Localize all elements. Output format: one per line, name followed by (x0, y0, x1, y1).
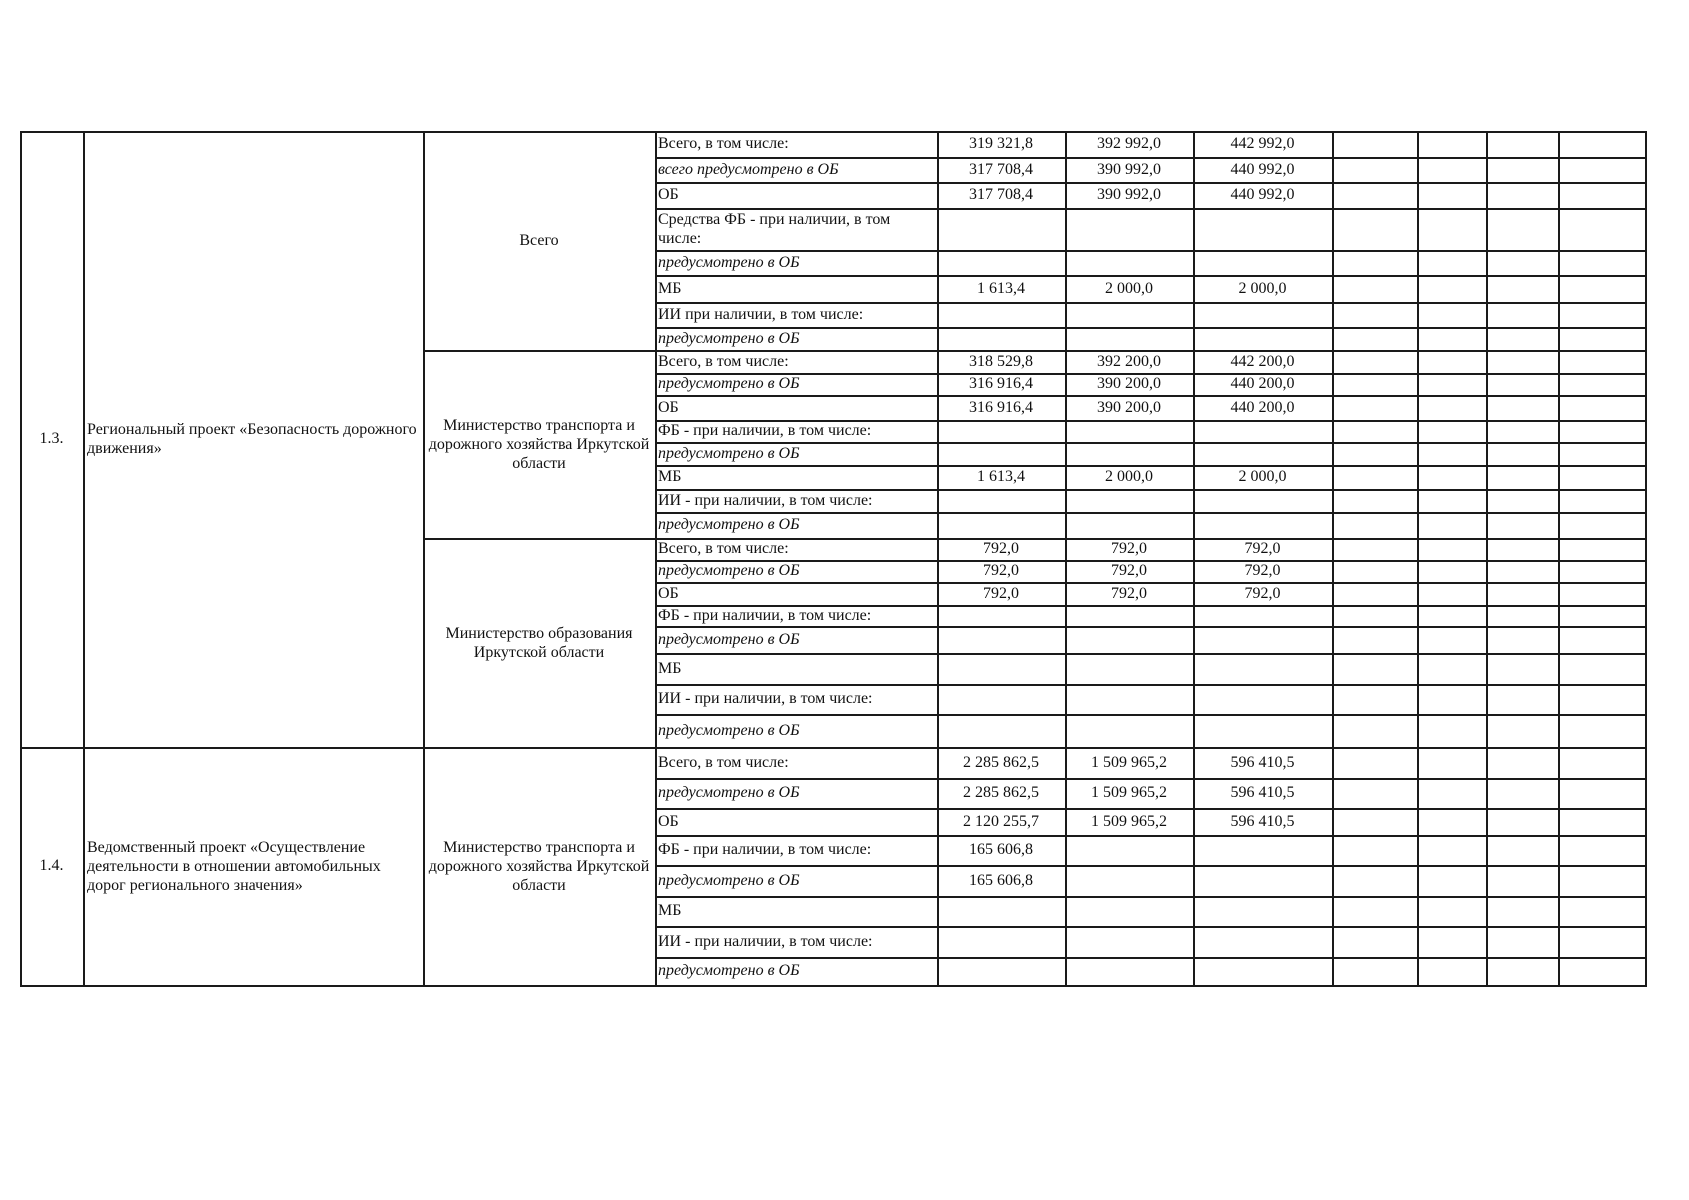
value-cell: 596 410,5 (1230, 784, 1295, 801)
row-divider (655, 626, 1647, 628)
table-vline (83, 131, 85, 987)
table-vline (1193, 131, 1195, 987)
value-cell: 316 916,4 (969, 375, 1033, 392)
executor-cell: Всего (519, 232, 559, 249)
table-vline (1486, 131, 1488, 987)
value-cell: 165 606,8 (969, 871, 1033, 889)
row-label: предусмотрено в ОБ (658, 721, 800, 739)
row-divider (655, 714, 1647, 716)
value-cell: 792,0 (1111, 584, 1147, 602)
row-divider (655, 896, 1647, 898)
value-cell: 440 200,0 (1230, 398, 1295, 416)
row-label: предусмотрено в ОБ (658, 871, 800, 889)
value-cell: 792,0 (1244, 562, 1281, 579)
table-vline (655, 131, 657, 987)
value-cell: 2 285 862,5 (963, 753, 1039, 771)
value-cell: 390 992,0 (1097, 186, 1161, 203)
value-cell: 792,0 (1111, 540, 1147, 557)
value-cell: 440 992,0 (1230, 160, 1295, 178)
value-cell: 442 200,0 (1230, 352, 1295, 370)
row-label: Всего, в том числе: (658, 352, 789, 370)
row-divider (655, 653, 1647, 655)
row-label: МБ (658, 468, 682, 485)
table-bottom-border (20, 985, 1647, 987)
section-number: 1.3. (39, 430, 64, 447)
row-label: ИИ - при наличии, в том числе: (658, 690, 873, 707)
value-cell: 2 000,0 (1105, 279, 1153, 297)
value-cell: 316 916,4 (969, 398, 1033, 416)
value-cell: 1 509 965,2 (1091, 812, 1167, 830)
value-cell: 390 992,0 (1097, 160, 1161, 178)
value-cell: 392 992,0 (1097, 135, 1161, 152)
row-label: Всего, в том числе: (658, 753, 789, 771)
row-divider (655, 865, 1647, 867)
value-cell: 442 992,0 (1230, 135, 1295, 152)
row-label: ФБ - при наличии, в том числе: (658, 606, 872, 624)
table-vline (1417, 131, 1419, 987)
value-cell: 2 285 862,5 (963, 784, 1039, 801)
row-label: Средства ФБ - при наличии, в том числе: (658, 211, 891, 247)
row-label: МБ (658, 279, 682, 297)
row-label: ОБ (658, 584, 679, 602)
row-label: предусмотрено в ОБ (658, 253, 800, 271)
value-cell: 2 000,0 (1238, 468, 1287, 485)
row-label: МБ (658, 902, 682, 919)
row-divider (655, 684, 1647, 686)
value-cell: 319 321,8 (969, 135, 1033, 152)
value-cell: 792,0 (983, 540, 1019, 557)
row-label: предусмотрено в ОБ (658, 562, 800, 579)
table-vline (1558, 131, 1560, 987)
row-divider (655, 957, 1647, 959)
value-cell: 792,0 (1111, 562, 1147, 579)
row-label: ОБ (658, 812, 679, 830)
value-cell: 1 613,4 (977, 468, 1025, 485)
value-cell: 390 200,0 (1097, 375, 1161, 392)
row-label: предусмотрено в ОБ (658, 375, 800, 392)
row-divider (655, 835, 1647, 837)
executor-cell: Министерство образования Иркутской области (445, 624, 633, 661)
section-number: 1.4. (39, 857, 64, 874)
value-cell: 792,0 (983, 584, 1019, 602)
value-cell: 165 606,8 (969, 841, 1033, 858)
row-label: Всего, в том числе: (658, 540, 789, 557)
row-divider (655, 512, 1647, 514)
value-cell: 318 529,8 (969, 352, 1033, 370)
value-cell: 440 200,0 (1230, 375, 1295, 392)
row-label: всего предусмотрено в ОБ (658, 160, 839, 178)
row-divider (655, 778, 1647, 780)
table-vline (423, 131, 425, 987)
value-cell: 1 613,4 (977, 279, 1025, 297)
value-cell: 792,0 (983, 562, 1019, 579)
value-cell: 792,0 (1244, 540, 1281, 557)
row-label: предусмотрено в ОБ (658, 516, 800, 533)
value-cell: 392 200,0 (1097, 352, 1161, 370)
value-cell: 2 000,0 (1105, 468, 1153, 485)
section-title: Региональный проект «Безопасность дорожного движения» (87, 421, 417, 457)
row-divider (655, 808, 1647, 810)
value-cell: 1 509 965,2 (1091, 753, 1167, 771)
row-label: ОБ (658, 186, 679, 203)
row-label: ФБ - при наличии, в том числе: (658, 422, 872, 439)
row-label: предусмотрено в ОБ (658, 329, 800, 347)
value-cell: 440 992,0 (1230, 186, 1295, 203)
table-top-border (20, 131, 1647, 133)
row-label: ОБ (658, 398, 679, 416)
row-divider (655, 275, 1647, 277)
executor-cell: Министерство транспорта и дорожного хозяйства Иркутской области (428, 838, 650, 894)
value-cell: 2 000,0 (1238, 279, 1287, 297)
value-cell: 1 509 965,2 (1091, 784, 1167, 801)
table-vline (1065, 131, 1067, 987)
row-label: предусмотрено в ОБ (658, 962, 800, 979)
row-label: ИИ - при наличии, в том числе: (658, 491, 873, 509)
row-label: Всего, в том числе: (658, 135, 789, 152)
row-label: ИИ - при наличии, в том числе: (658, 932, 873, 950)
executor-cell: Министерство транспорта и дорожного хозяйства Иркутской области (428, 416, 650, 472)
section-divider (20, 747, 1647, 749)
value-cell: 317 708,4 (969, 186, 1033, 203)
row-label: предусмотрено в ОБ (658, 444, 800, 462)
row-label: МБ (658, 659, 682, 677)
value-cell: 596 410,5 (1230, 812, 1295, 830)
row-label: ИИ при наличии, в том числе: (658, 305, 864, 323)
row-label: предусмотрено в ОБ (658, 630, 800, 648)
value-cell: 317 708,4 (969, 160, 1033, 178)
row-divider (655, 182, 1647, 184)
value-cell: 2 120 255,7 (963, 812, 1039, 830)
value-cell: 596 410,5 (1230, 753, 1295, 771)
value-cell: 792,0 (1244, 584, 1281, 602)
value-cell: 390 200,0 (1097, 398, 1161, 416)
section-title: Ведомственный проект «Осуществление деятельности в отношении автомобильных дорог регионального значения» (87, 838, 381, 894)
table-vline (1645, 131, 1647, 987)
row-divider (655, 926, 1647, 928)
table-vline (1332, 131, 1334, 987)
row-label: предусмотрено в ОБ (658, 784, 800, 801)
row-label: ФБ - при наличии, в том числе: (658, 841, 872, 858)
